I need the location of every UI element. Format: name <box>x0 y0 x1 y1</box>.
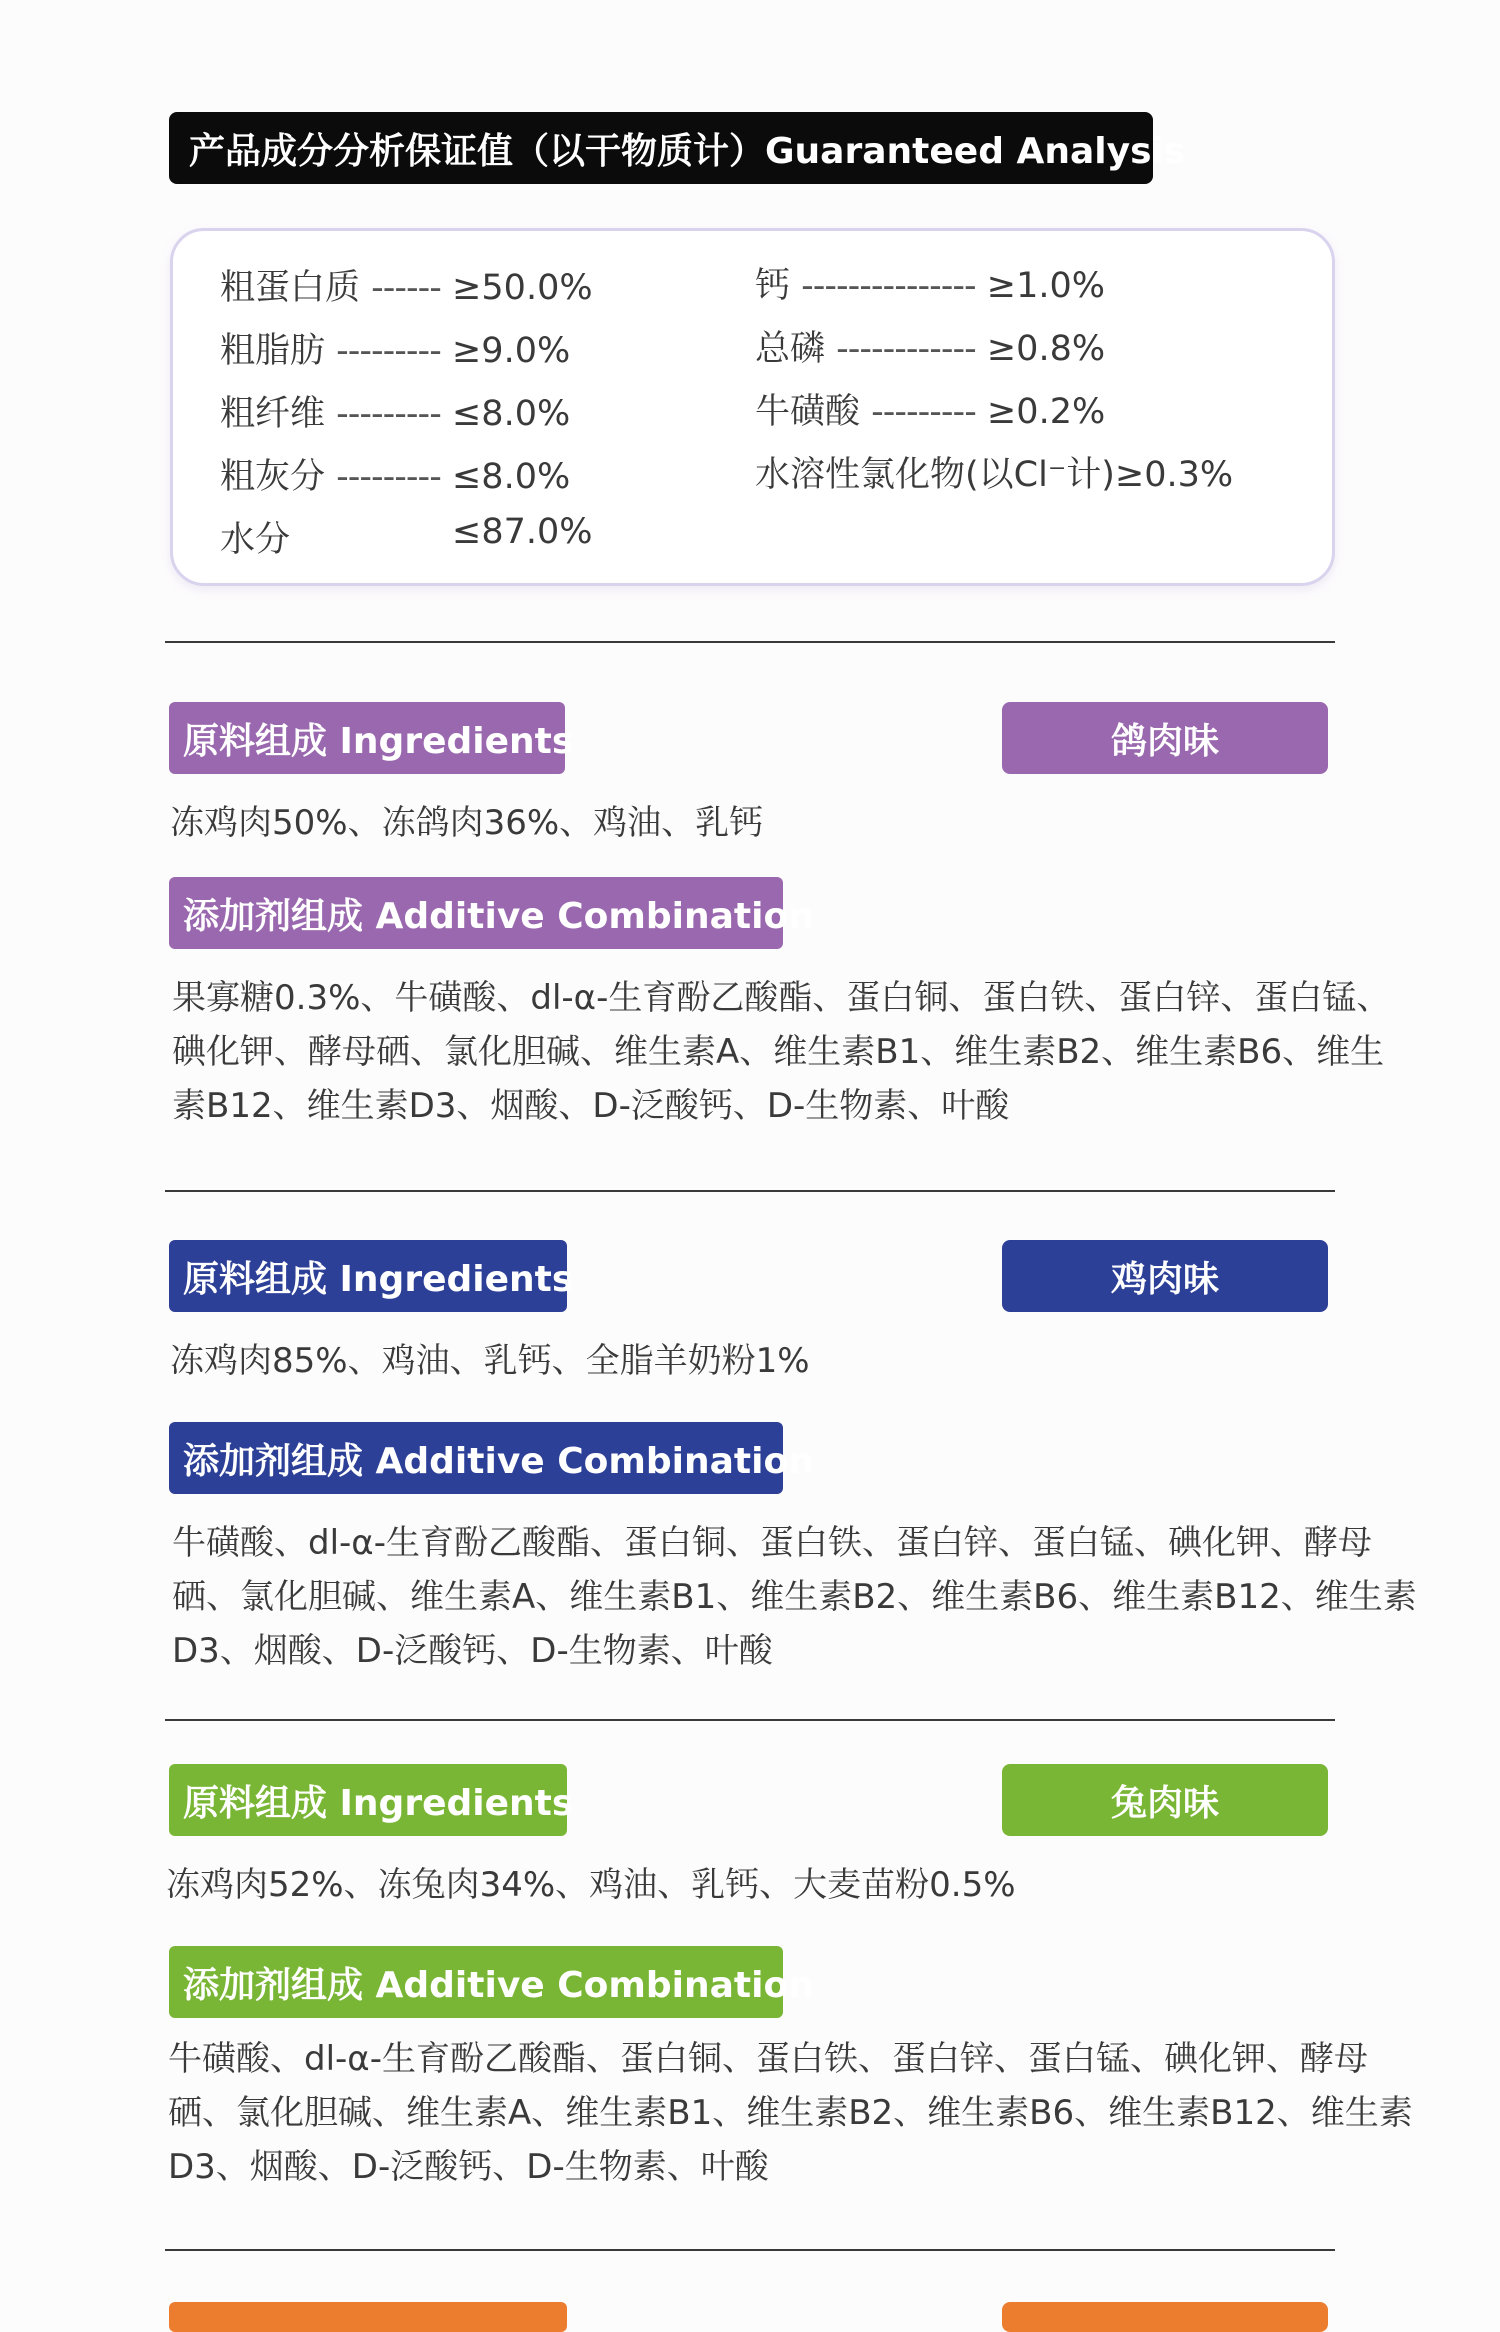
nutrient-value: ≥9.0% <box>451 331 571 371</box>
leader-dots: --------- <box>336 457 441 497</box>
nutrient-row <box>220 449 570 499</box>
ingredients-text: 冻鸡肉52%、冻兔肉34%、鸡油、乳钙、大麦苗粉0.5% <box>166 1865 1016 1905</box>
nutrient-row <box>220 386 570 436</box>
section-divider <box>165 2249 1335 2251</box>
nutrient-name: 粗脂肪 <box>220 331 326 371</box>
nutrient-name: 水溶性氯化物(以Cl⁻计)≥0.3% <box>755 455 1234 495</box>
nutrient-name: 牛磺酸 <box>755 392 861 432</box>
nutrient-row <box>220 323 570 373</box>
additive-text: 硒、氯化胆碱、维生素A、维生素B1、维生素B2、维生素B6、维生素B12、维生素 <box>172 1577 1417 1617</box>
leader-dots: --------------- <box>801 266 976 306</box>
next-ingredients-label <box>169 2302 567 2332</box>
leader-dots: --------- <box>871 392 976 432</box>
nutrient-row <box>755 321 1105 371</box>
additive-text: 硒、氯化胆碱、维生素A、维生素B1、维生素B2、维生素B6、维生素B12、维生素 <box>168 2093 1413 2133</box>
additive-label: 添加剂组成 Additive Combination <box>169 1422 783 1494</box>
nutrient-name: 粗纤维 <box>220 394 326 434</box>
additive-text: 果寡糖0.3%、牛磺酸、dl-α-生育酚乙酸酯、蛋白铜、蛋白铁、蛋白锌、蛋白锰、 <box>172 978 1391 1018</box>
nutrient-name: 粗灰分 <box>220 457 326 497</box>
nutrient-value: ≤8.0% <box>451 394 571 434</box>
nutrient-name: 水分 <box>220 520 291 560</box>
additive-text: 牛磺酸、dl-α-生育酚乙酸酯、蛋白铜、蛋白铁、蛋白锌、蛋白锰、碘化钾、酵母 <box>172 1523 1372 1563</box>
nutrient-row <box>755 447 1233 497</box>
nutrient-value: ≤8.0% <box>451 457 571 497</box>
leader-dots: --------- <box>336 394 441 434</box>
additive-label: 添加剂组成 Additive Combination <box>169 877 783 949</box>
additive-text: D3、烟酸、D-泛酸钙、D-生物素、叶酸 <box>168 2147 769 2187</box>
next-flavor-badge <box>1002 2302 1328 2332</box>
flavor-badge-pigeon: 鸽肉味 <box>1002 702 1328 774</box>
additive-text: 素B12、维生素D3、烟酸、D-泛酸钙、D-生物素、叶酸 <box>172 1086 1010 1126</box>
leader-dots: --------- <box>336 331 441 371</box>
ingredients-text: 冻鸡肉50%、冻鸽肉36%、鸡油、乳钙 <box>170 803 764 843</box>
analysis-title: 产品成分分析保证值（以干物质计）Guaranteed Analysis <box>169 112 1153 184</box>
ingredients-text: 冻鸡肉85%、鸡油、乳钙、全脂羊奶粉1% <box>170 1341 810 1381</box>
nutrient-row <box>220 260 593 310</box>
nutrient-value: ≥0.2% <box>986 392 1106 432</box>
ingredients-label: 原料组成 Ingredients <box>169 1240 567 1312</box>
nutrient-value: ≥50.0% <box>452 268 593 308</box>
section-divider <box>165 1719 1335 1721</box>
ingredients-label: 原料组成 Ingredients <box>169 1764 567 1836</box>
nutrient-name: 钙 <box>755 266 791 306</box>
leader-dots: ------------ <box>836 329 976 369</box>
nutrient-value: ≥0.8% <box>986 329 1106 369</box>
nutrient-value: ≥1.0% <box>986 266 1105 306</box>
nutrient-name: 粗蛋白质 <box>220 268 361 308</box>
nutrient-row <box>220 512 290 562</box>
additive-text: D3、烟酸、D-泛酸钙、D-生物素、叶酸 <box>172 1631 773 1671</box>
section-divider <box>165 1190 1335 1192</box>
nutrient-value: ≤87.0% <box>452 512 593 552</box>
additive-label: 添加剂组成 Additive Combination <box>169 1946 783 2018</box>
leader-dots: ------ <box>371 268 441 308</box>
nutrient-row <box>755 258 1105 308</box>
flavor-badge-chicken: 鸡肉味 <box>1002 1240 1328 1312</box>
section-divider <box>165 641 1335 643</box>
nutrient-row <box>755 384 1105 434</box>
nutrient-name: 总磷 <box>755 329 826 369</box>
flavor-badge-rabbit: 兔肉味 <box>1002 1764 1328 1836</box>
additive-text: 牛磺酸、dl-α-生育酚乙酸酯、蛋白铜、蛋白铁、蛋白锌、蛋白锰、碘化钾、酵母 <box>168 2039 1368 2079</box>
ingredients-label: 原料组成 Ingredients <box>169 702 565 774</box>
additive-text: 碘化钾、酵母硒、氯化胆碱、维生素A、维生素B1、维生素B2、维生素B6、维生 <box>172 1032 1385 1072</box>
